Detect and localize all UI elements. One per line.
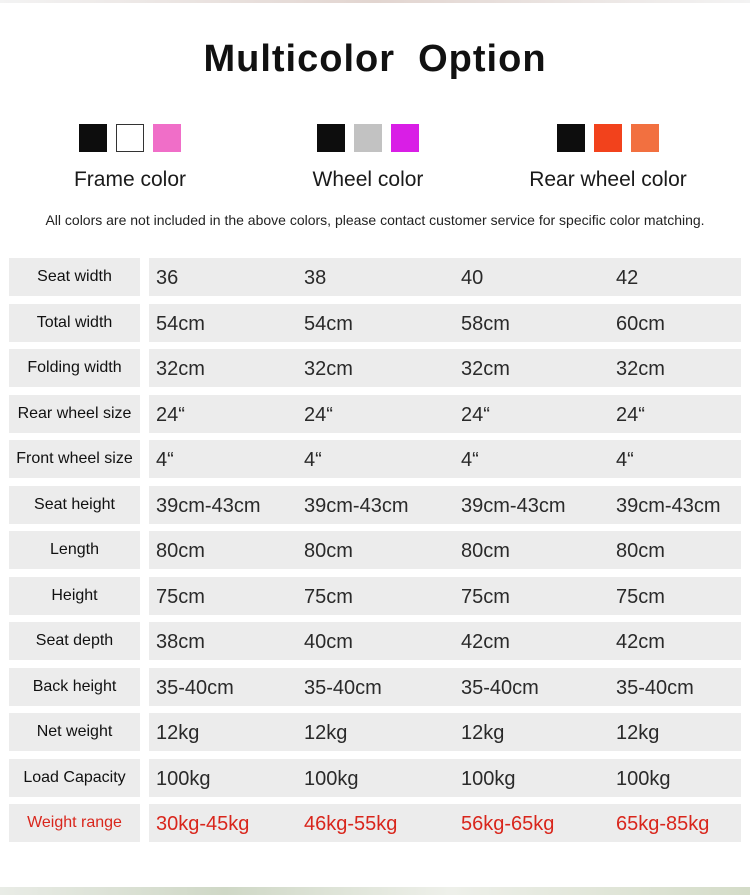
frame-color-swatch-pink[interactable]: [153, 124, 181, 152]
spec-label: Height: [9, 577, 140, 615]
spec-values: [149, 577, 741, 615]
spec-row-net-weight: [9, 713, 741, 751]
spec-cell: 75cm: [461, 585, 510, 608]
spec-label: Weight range: [9, 804, 140, 842]
spec-cell: 75cm: [156, 585, 205, 608]
spec-row-length: [9, 531, 741, 569]
spec-values: [149, 440, 741, 478]
rear-wheel-color-swatch-red-orange[interactable]: [594, 124, 622, 152]
spec-cell: 4“: [616, 449, 634, 471]
spec-cell: 35-40cm: [461, 676, 539, 699]
wheel-color-label: Wheel color: [312, 168, 424, 191]
frame-color-label: Frame color: [73, 168, 187, 191]
spec-cell: 32cm: [156, 358, 205, 380]
rear-wheel-color-swatch-orange[interactable]: [631, 124, 659, 152]
spec-cell: 32cm: [616, 358, 665, 380]
spec-cell: 65kg-85kg: [616, 813, 710, 835]
rear-wheel-color-group: [498, 124, 718, 192]
spec-cell: 56kg-65kg: [461, 813, 555, 835]
spec-cell: 35-40cm: [616, 676, 694, 699]
spec-values: [149, 622, 741, 660]
spec-row-back-height: [9, 668, 741, 706]
spec-row-seat-depth: [9, 622, 741, 660]
spec-row-folding-width: [9, 349, 741, 387]
spec-cell: 39cm-43cm: [616, 494, 721, 517]
spec-cell: 42cm: [616, 631, 665, 653]
spec-cell: 4“: [461, 449, 479, 471]
wheel-color-group: [258, 124, 478, 192]
spec-cell: 24“: [304, 403, 333, 426]
spec-label: Front wheel size: [9, 440, 140, 478]
wheel-color-swatches: [258, 124, 478, 154]
spec-cell: 75cm: [304, 585, 353, 608]
spec-row-seat-height: [9, 486, 741, 524]
spec-cell: 24“: [616, 403, 645, 426]
spec-row-front-wheel-size: [9, 440, 741, 478]
spec-values: [149, 531, 741, 569]
spec-cell: 100kg: [461, 767, 516, 790]
spec-cell: 100kg: [304, 767, 359, 790]
spec-label: Folding width: [9, 349, 140, 387]
spec-row-rear-wheel-size: [9, 395, 741, 433]
rear-wheel-color-label: Rear wheel color: [529, 168, 687, 191]
wheel-color-swatch-purple[interactable]: [391, 124, 419, 152]
frame-color-swatch-black[interactable]: [79, 124, 107, 152]
spec-cell: 4“: [156, 449, 174, 471]
spec-cell: 40: [461, 267, 484, 289]
page-title: Multicolor Option: [203, 38, 547, 80]
spec-cell: 32cm: [304, 358, 353, 380]
spec-cell: 46kg-55kg: [304, 813, 398, 835]
spec-cell: 30kg-45kg: [156, 813, 250, 835]
top-divider: [0, 0, 750, 3]
spec-label: Seat width: [9, 258, 140, 296]
frame-color-group: [20, 124, 240, 192]
spec-values: [149, 804, 741, 842]
spec-cell: 4“: [304, 449, 322, 471]
spec-cell: 54cm: [304, 312, 353, 335]
spec-label: Length: [9, 531, 140, 569]
spec-row-total-width: [9, 304, 741, 342]
spec-values: [149, 486, 741, 524]
spec-values: [149, 349, 741, 387]
color-note: All colors are not included in the above colors, please contact customer service for specific color matching.: [45, 212, 705, 228]
spec-cell: 60cm: [616, 312, 665, 335]
spec-values: [149, 258, 741, 296]
spec-cell: 39cm-43cm: [156, 494, 261, 517]
spec-row-weight-range: [9, 804, 741, 842]
spec-label: Seat height: [9, 486, 140, 524]
spec-cell: 35-40cm: [304, 676, 382, 699]
spec-values: [149, 759, 741, 797]
spec-cell: 100kg: [156, 767, 211, 790]
wheel-color-swatch-black[interactable]: [317, 124, 345, 152]
spec-cell: 39cm-43cm: [461, 494, 566, 517]
bottom-image-edge: [0, 887, 750, 895]
spec-cell: 100kg: [616, 767, 671, 790]
spec-values: [149, 713, 741, 751]
spec-cell: 12kg: [616, 722, 660, 744]
spec-row-height: [9, 577, 741, 615]
spec-values: [149, 668, 741, 706]
spec-cell: 80cm: [616, 540, 665, 562]
spec-cell: 36: [156, 267, 179, 289]
spec-cell: 12kg: [304, 722, 348, 744]
spec-cell: 39cm-43cm: [304, 494, 409, 517]
spec-cell: 38: [304, 267, 327, 289]
spec-label: Back height: [9, 668, 140, 706]
spec-cell: 12kg: [461, 722, 505, 744]
spec-cell: 32cm: [461, 358, 510, 380]
spec-values: [149, 395, 741, 433]
spec-cell: 42: [616, 267, 639, 289]
rear-wheel-color-swatches: [498, 124, 718, 154]
spec-cell: 54cm: [156, 312, 205, 335]
spec-cell: 42cm: [461, 631, 510, 653]
spec-cell: 40cm: [304, 631, 353, 653]
frame-color-swatches: [20, 124, 240, 154]
rear-wheel-color-swatch-black[interactable]: [557, 124, 585, 152]
spec-label: Total width: [9, 304, 140, 342]
spec-values: [149, 304, 741, 342]
spec-cell: 80cm: [156, 540, 205, 562]
spec-label: Net weight: [9, 713, 140, 751]
spec-label: Load Capacity: [9, 759, 140, 797]
spec-row-seat-width: [9, 258, 741, 296]
spec-cell: 75cm: [616, 585, 665, 608]
spec-label: Seat depth: [9, 622, 140, 660]
spec-cell: 58cm: [461, 312, 510, 335]
wheel-color-swatch-gray[interactable]: [354, 124, 382, 152]
spec-cell: 80cm: [304, 540, 353, 562]
spec-cell: 12kg: [156, 722, 200, 744]
spec-cell: 80cm: [461, 540, 510, 562]
spec-label: Rear wheel size: [9, 395, 140, 433]
spec-cell: 35-40cm: [156, 676, 234, 699]
spec-cell: 24“: [461, 403, 490, 426]
spec-cell: 38cm: [156, 631, 205, 653]
frame-color-swatch-white[interactable]: [116, 124, 144, 152]
spec-cell: 24“: [156, 403, 185, 426]
spec-row-load-capacity: [9, 759, 741, 797]
